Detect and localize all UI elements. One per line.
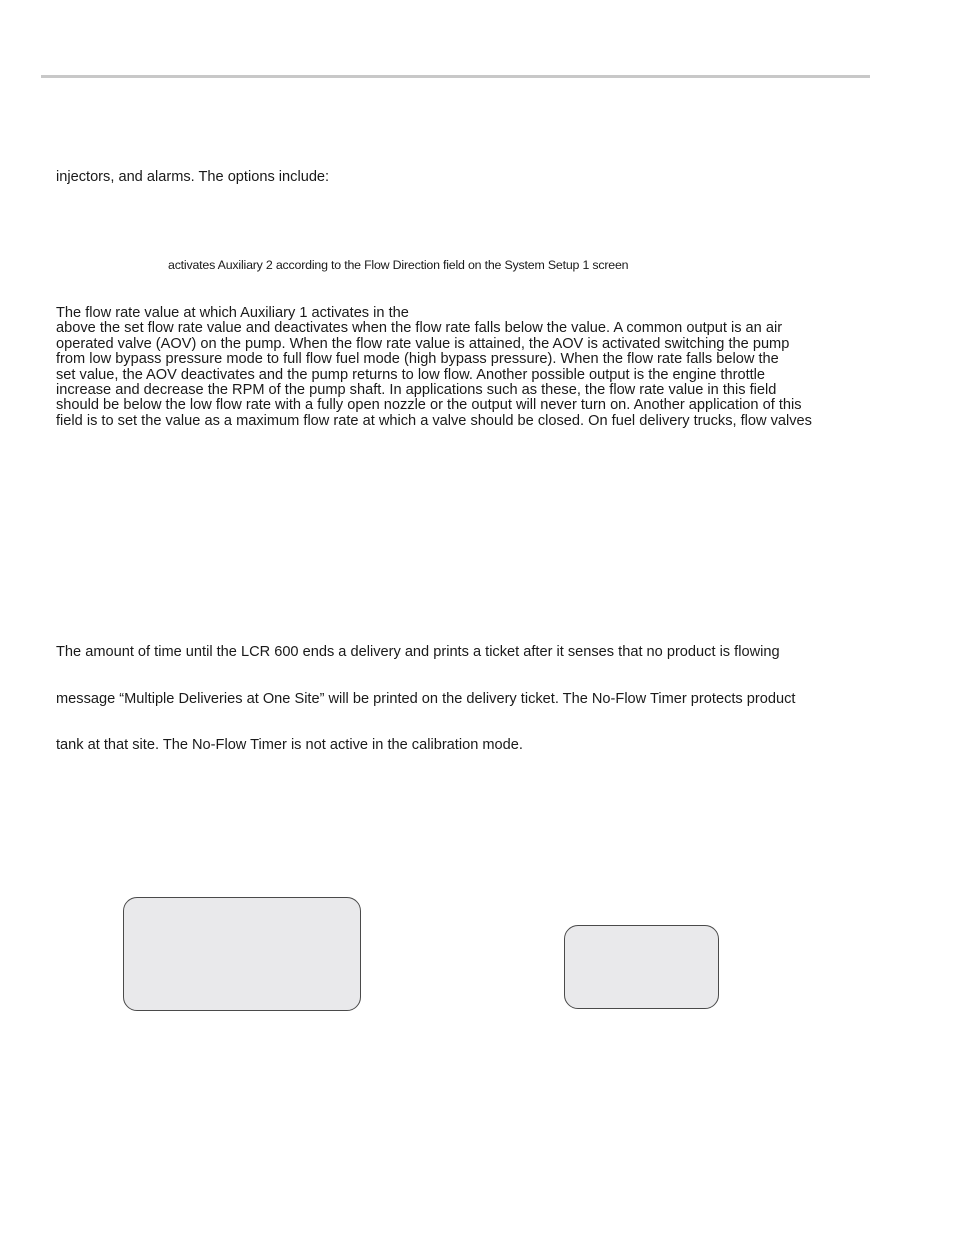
no-flow-timer-line-1: The amount of time until the LCR 600 ends a delivery and prints a ticket after it senses that no product is flowing (56, 644, 780, 660)
paragraph-line: increase and decrease the RPM of the pump shaft. In applications such as these, the flow rate value in this field (56, 382, 777, 399)
paragraph-line: above the set flow rate value and deactivates when the flow rate falls below the value. A common output is an air (56, 320, 783, 337)
paragraph-line: from low bypass pressure mode to full flow fuel mode (high bypass pressure). When the flow rate falls below the (56, 351, 779, 368)
paragraph-line: set value, the AOV deactivates and the pump returns to low flow. Another possible output is the engine throttle (56, 366, 766, 383)
no-flow-timer-line-3: tank at that site. The No-Flow Timer is not active in the calibration mode. (56, 737, 523, 753)
paragraph-line: field is to set the value as a maximum flow rate at which a valve should be closed. On fuel delivery trucks, flow valves (56, 412, 812, 429)
header-rule (41, 75, 870, 78)
no-flow-timer-line-2: message “Multiple Deliveries at One Site” will be printed on the delivery ticket. The No-Flow Timer protects product (56, 691, 796, 707)
flow-rate-paragraph (56, 306, 876, 429)
display-screen-panel-right (564, 925, 719, 1009)
paragraph-line: should be below the low flow rate with a fully open nozzle or the output will never turn on. Another application of this (56, 397, 802, 414)
paragraph-line: operated valve (AOV) on the pump. When the flow rate value is attained, the AOV is activated switching the pump (56, 335, 790, 352)
auxiliary-note: activates Auxiliary 2 according to the Flow Direction field on the System Setup 1 screen (168, 258, 629, 272)
display-screen-panel-left (123, 897, 361, 1011)
intro-text: injectors, and alarms. The options include: (56, 169, 330, 185)
paragraph-line: The flow rate value at which Auxiliary 1 activates in the (56, 305, 409, 321)
